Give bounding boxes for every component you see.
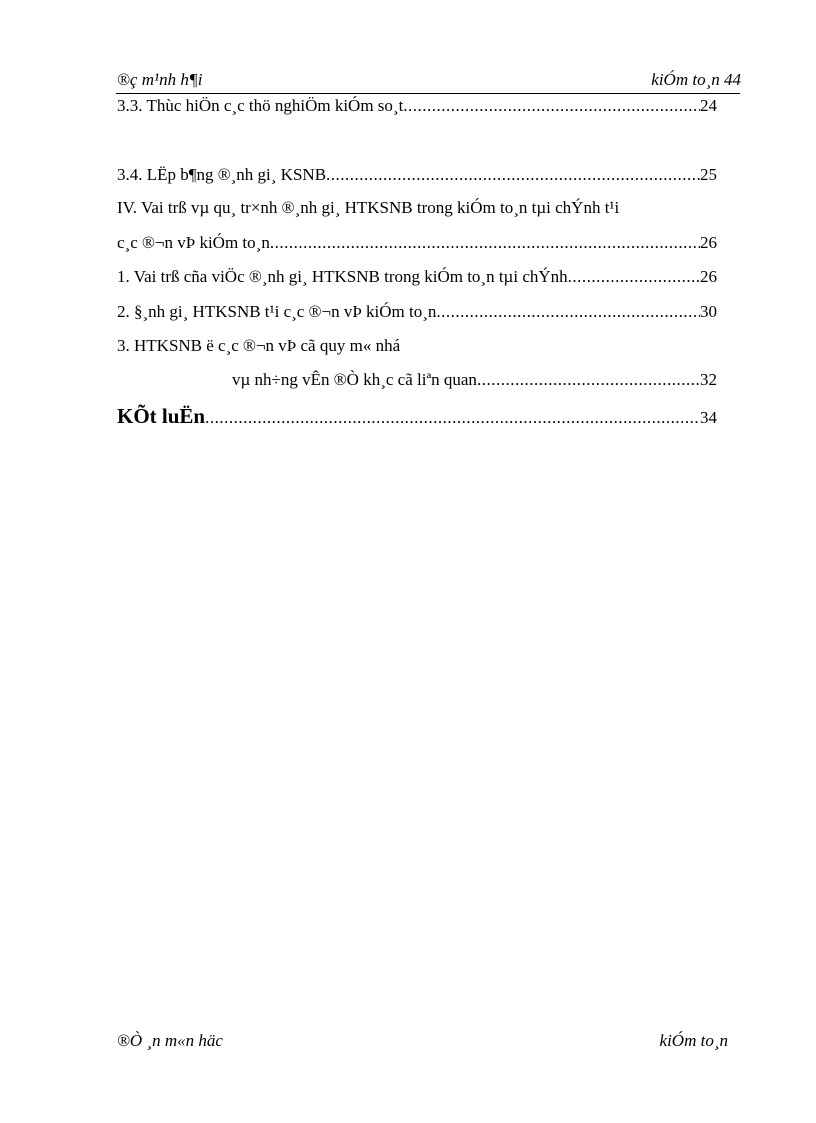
footer-left: ®Ò ¸n m«n häc [117, 1031, 223, 1050]
toc-leader [205, 408, 700, 428]
toc-leader [436, 302, 700, 322]
toc-leader [403, 96, 700, 116]
toc-entry-title: c¸c ®¬n vÞ kiÓm to¸n [117, 233, 270, 252]
footer-right: kiÓm to¸n [659, 1031, 728, 1050]
header-left: ®ç m¹nh h¶i [117, 70, 203, 89]
toc-entry [117, 404, 717, 429]
toc-entry-title: 3.4. LËp b¶ng ®¸nh gi¸ KSNB [117, 165, 327, 184]
toc-entry [232, 370, 717, 390]
toc-leader [477, 370, 700, 390]
header-rule [116, 93, 740, 94]
toc-entry-title: vµ nh÷ng vÊn ®Ò kh¸c cã liªn quan [232, 370, 477, 389]
toc-entry-title: 1. Vai trß cña viÖc ®¸nh gi¸ HTKSNB trong kiÓm to¸n tµi chÝnh [117, 267, 568, 286]
toc-leader [326, 165, 700, 185]
toc-entry [117, 267, 717, 287]
toc-entry-title: 2. §¸nh gi¸ HTKSNB t¹i c¸c ®¬n vÞ kiÓm to¸n [117, 302, 437, 321]
toc-entry [117, 233, 717, 253]
toc-entry-page: 30 [700, 302, 717, 321]
toc-leader [270, 233, 700, 253]
toc-entry [117, 165, 717, 185]
toc-entry-title: IV. Vai trß vµ qu¸ tr×nh ®¸nh gi¸ HTKSNB trong kiÓm to¸n tµi chÝnh t¹i [117, 198, 620, 217]
toc-leader [568, 267, 700, 287]
toc-entry-title: KÕt luËn [117, 404, 206, 428]
toc-entry-title: 3.3. Thùc hiÖn c¸c thö nghiÖm kiÓm so¸t [117, 96, 404, 115]
toc-entry-page: 32 [700, 370, 717, 389]
toc-entry-page: 25 [700, 165, 717, 184]
toc-entry-page: 26 [700, 233, 717, 252]
header-right: kiÓm to¸n 44 [651, 70, 741, 89]
toc-entry-page: 26 [700, 267, 717, 286]
toc-entry [117, 302, 717, 322]
toc-entry-title: 3. HTKSNB ë c¸c ®¬n vÞ cã quy m« nhá [117, 336, 401, 355]
toc-entry-page: 24 [700, 96, 717, 115]
toc-entry [117, 96, 717, 116]
toc-entry-page: 34 [700, 408, 717, 427]
